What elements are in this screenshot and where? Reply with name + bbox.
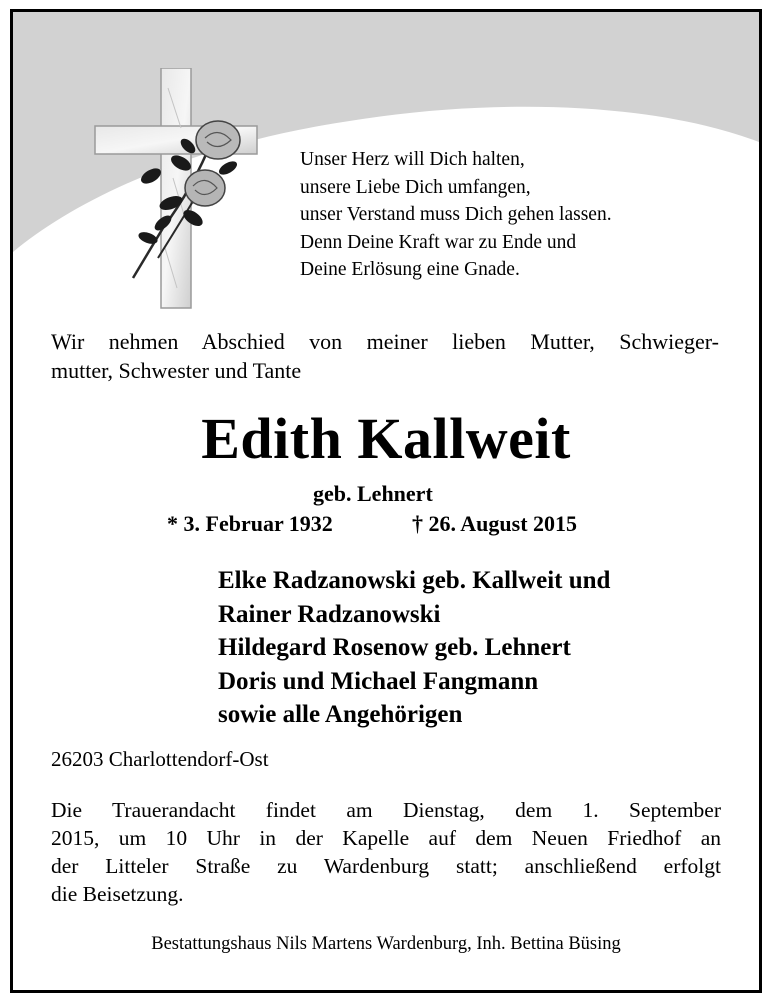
- poem-line: Unser Herz will Dich halten,: [300, 149, 525, 170]
- mourner-line: Hildegard Rosenow geb. Lehnert: [218, 634, 571, 661]
- funeral-home-footer: Bestattungshaus Nils Martens Wardenburg, Inh. Bettina Büsing: [151, 934, 621, 954]
- intro-line: mutter, Schwester und Tante: [51, 358, 302, 383]
- death-date: † 26. August 2015: [412, 511, 578, 536]
- intro-text: [51, 327, 719, 385]
- mourner-line: sowie alle Angehörigen: [218, 701, 463, 728]
- obituary-frame: [10, 9, 762, 993]
- poem-line: unsere Liebe Dich umfangen,: [300, 176, 531, 198]
- poem-line: unser Verstand muss Dich gehen lassen.: [300, 204, 612, 225]
- poem: [300, 146, 740, 284]
- service-line: Die Trauerandacht findet am Dienstag, dem 1. September: [51, 798, 721, 822]
- birth-date: * 3. Februar 1932: [167, 511, 333, 536]
- mourners-list: [218, 564, 610, 732]
- maiden-name: geb. Lehnert: [313, 481, 433, 506]
- poem-line: Denn Deine Kraft war zu Ende und: [300, 231, 577, 253]
- service-line: die Beisetzung.: [51, 882, 184, 906]
- service-line: der Litteler Straße zu Wardenburg statt; anschließend erfolgt: [51, 854, 721, 878]
- cross-with-roses-icon: [93, 68, 268, 313]
- poem-line: Deine Erlösung eine Gnade.: [300, 259, 520, 280]
- mourner-line: Doris und Michael Fangmann: [218, 667, 539, 695]
- address: 26203 Charlottendorf-Ost: [51, 747, 269, 771]
- intro-line: Wir nehmen Abschied von meiner lieben Mutter, Schwieger-: [51, 329, 719, 354]
- mourner-line: Rainer Radzanowski: [218, 600, 441, 628]
- service-line: 2015, um 10 Uhr in der Kapelle auf dem Neuen Friedhof an: [51, 826, 721, 850]
- deceased-name: Edith Kallweit: [201, 406, 571, 471]
- service-announcement: [51, 796, 721, 908]
- mourner-line: Elke Radzanowski geb. Kallweit und: [218, 567, 611, 594]
